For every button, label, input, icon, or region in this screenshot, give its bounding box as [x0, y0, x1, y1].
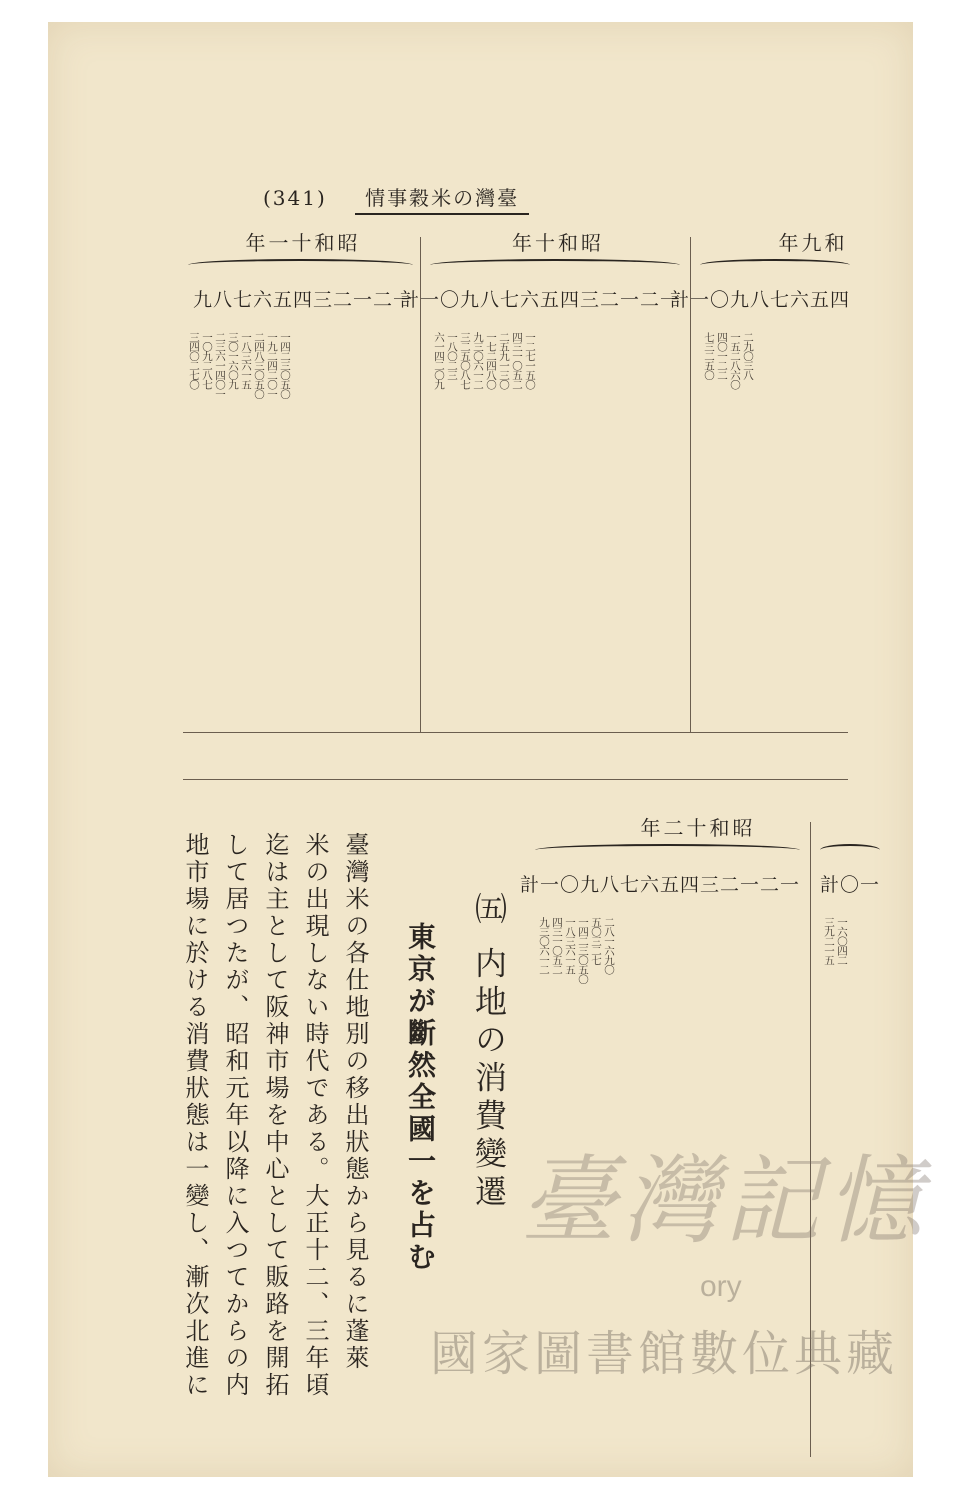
article-subtitle: 東京が斷然全國一を占む: [404, 922, 437, 1274]
numeral-block: [433, 332, 535, 389]
numeral-column: 九三〇六一二: [538, 917, 550, 974]
watermark-english: ory: [700, 1270, 742, 1303]
numeral-column: 一四二三〇五〇: [577, 917, 589, 984]
numeral-column: 六一四二〇九: [433, 332, 445, 389]
row-labels: 四五六七八九〇一計: [669, 289, 850, 311]
numeral-column: 二九〇三八: [742, 332, 754, 380]
numeral-column: 一五二八六〇: [729, 332, 741, 389]
numeral-column: 七三二五〇: [703, 332, 715, 380]
body-line: 地市場に於ける消費狀態は一變し、漸次北進に: [181, 832, 209, 1399]
body-line: 臺灣米の各仕地別の移出狀態から見るに蓬萊: [341, 832, 369, 1372]
numeral-block: [188, 332, 290, 399]
row-labels: 一〇計: [819, 874, 880, 896]
row-labels: 一二一二三四五六七八九: [192, 289, 413, 311]
row-labels: 一二一二三四五六七八九〇一計: [399, 289, 680, 311]
page-number: (341): [263, 186, 327, 210]
year-label: 年十和昭: [512, 231, 604, 255]
brace: [820, 844, 880, 856]
page-header: [263, 182, 529, 215]
brace: [700, 259, 850, 271]
numeral-column: 二八一六九〇: [603, 917, 615, 974]
numeral-block: [703, 332, 753, 389]
body-line: 迄は主として阪神市場を中心として販路を開拓: [261, 832, 289, 1399]
brace: [188, 259, 413, 271]
numeral-column: 四三一〇五二: [551, 917, 563, 974]
numeral-column: 三〇一六〇九: [227, 332, 239, 389]
watermark-seal: 臺灣記憶: [520, 1145, 928, 1257]
section-divider: [183, 779, 848, 780]
numeral-column: 三二五〇八七: [459, 332, 471, 389]
numeral-column: 四〇一二二: [716, 332, 728, 380]
numeral-column: 三九二一五: [823, 917, 835, 965]
numeral-block: [823, 917, 847, 965]
brace: [430, 259, 680, 271]
body-line: して居つたが、昭和元年以降に入つてからの内: [221, 832, 249, 1399]
year-label: 年一十和昭: [245, 231, 361, 255]
numeral-column: 一八三六一五: [240, 332, 252, 389]
numeral-column: 三四〇二七〇: [188, 332, 200, 389]
numeral-column: 一〇九二八七: [201, 332, 213, 389]
numeral-column: 二五九一三〇: [498, 332, 510, 389]
section-title: ㈤ 内地の消費變遷: [470, 892, 508, 1213]
numeral-column: 四三一〇五二: [511, 332, 523, 389]
numeral-column: 二三六一四〇一: [214, 332, 226, 399]
brace: [535, 844, 800, 856]
body-line: 米の出現しない時代である。大正十二、三年頃: [301, 832, 329, 1399]
watermark-chinese: 國家圖書館數位典藏: [430, 1326, 899, 1382]
numeral-column: 一八三六一五: [564, 917, 576, 974]
numeral-column: 一七二四八〇: [485, 332, 497, 389]
row-labels: 一二一二三四五六七八九〇一計: [519, 874, 800, 896]
table-divider: [183, 732, 848, 733]
running-title: 情事穀米の灣臺: [355, 182, 529, 215]
numeral-column: 一九二四二〇一: [266, 332, 278, 399]
numeral-column: 一八〇二三: [446, 332, 458, 380]
numeral-column: 一六〇四二: [836, 917, 848, 965]
numeral-column: 九三〇六一二: [472, 332, 484, 389]
numeral-column: 五〇三二七: [590, 917, 602, 965]
numeral-column: 二四八三〇五〇: [253, 332, 265, 399]
numeral-block: [538, 917, 614, 984]
numeral-column: 一二七一五〇: [524, 332, 536, 389]
numeral-column: 一四二三〇五〇: [279, 332, 291, 399]
year-label: 年九和: [778, 231, 848, 255]
year-label: 年二十和昭: [640, 816, 756, 840]
